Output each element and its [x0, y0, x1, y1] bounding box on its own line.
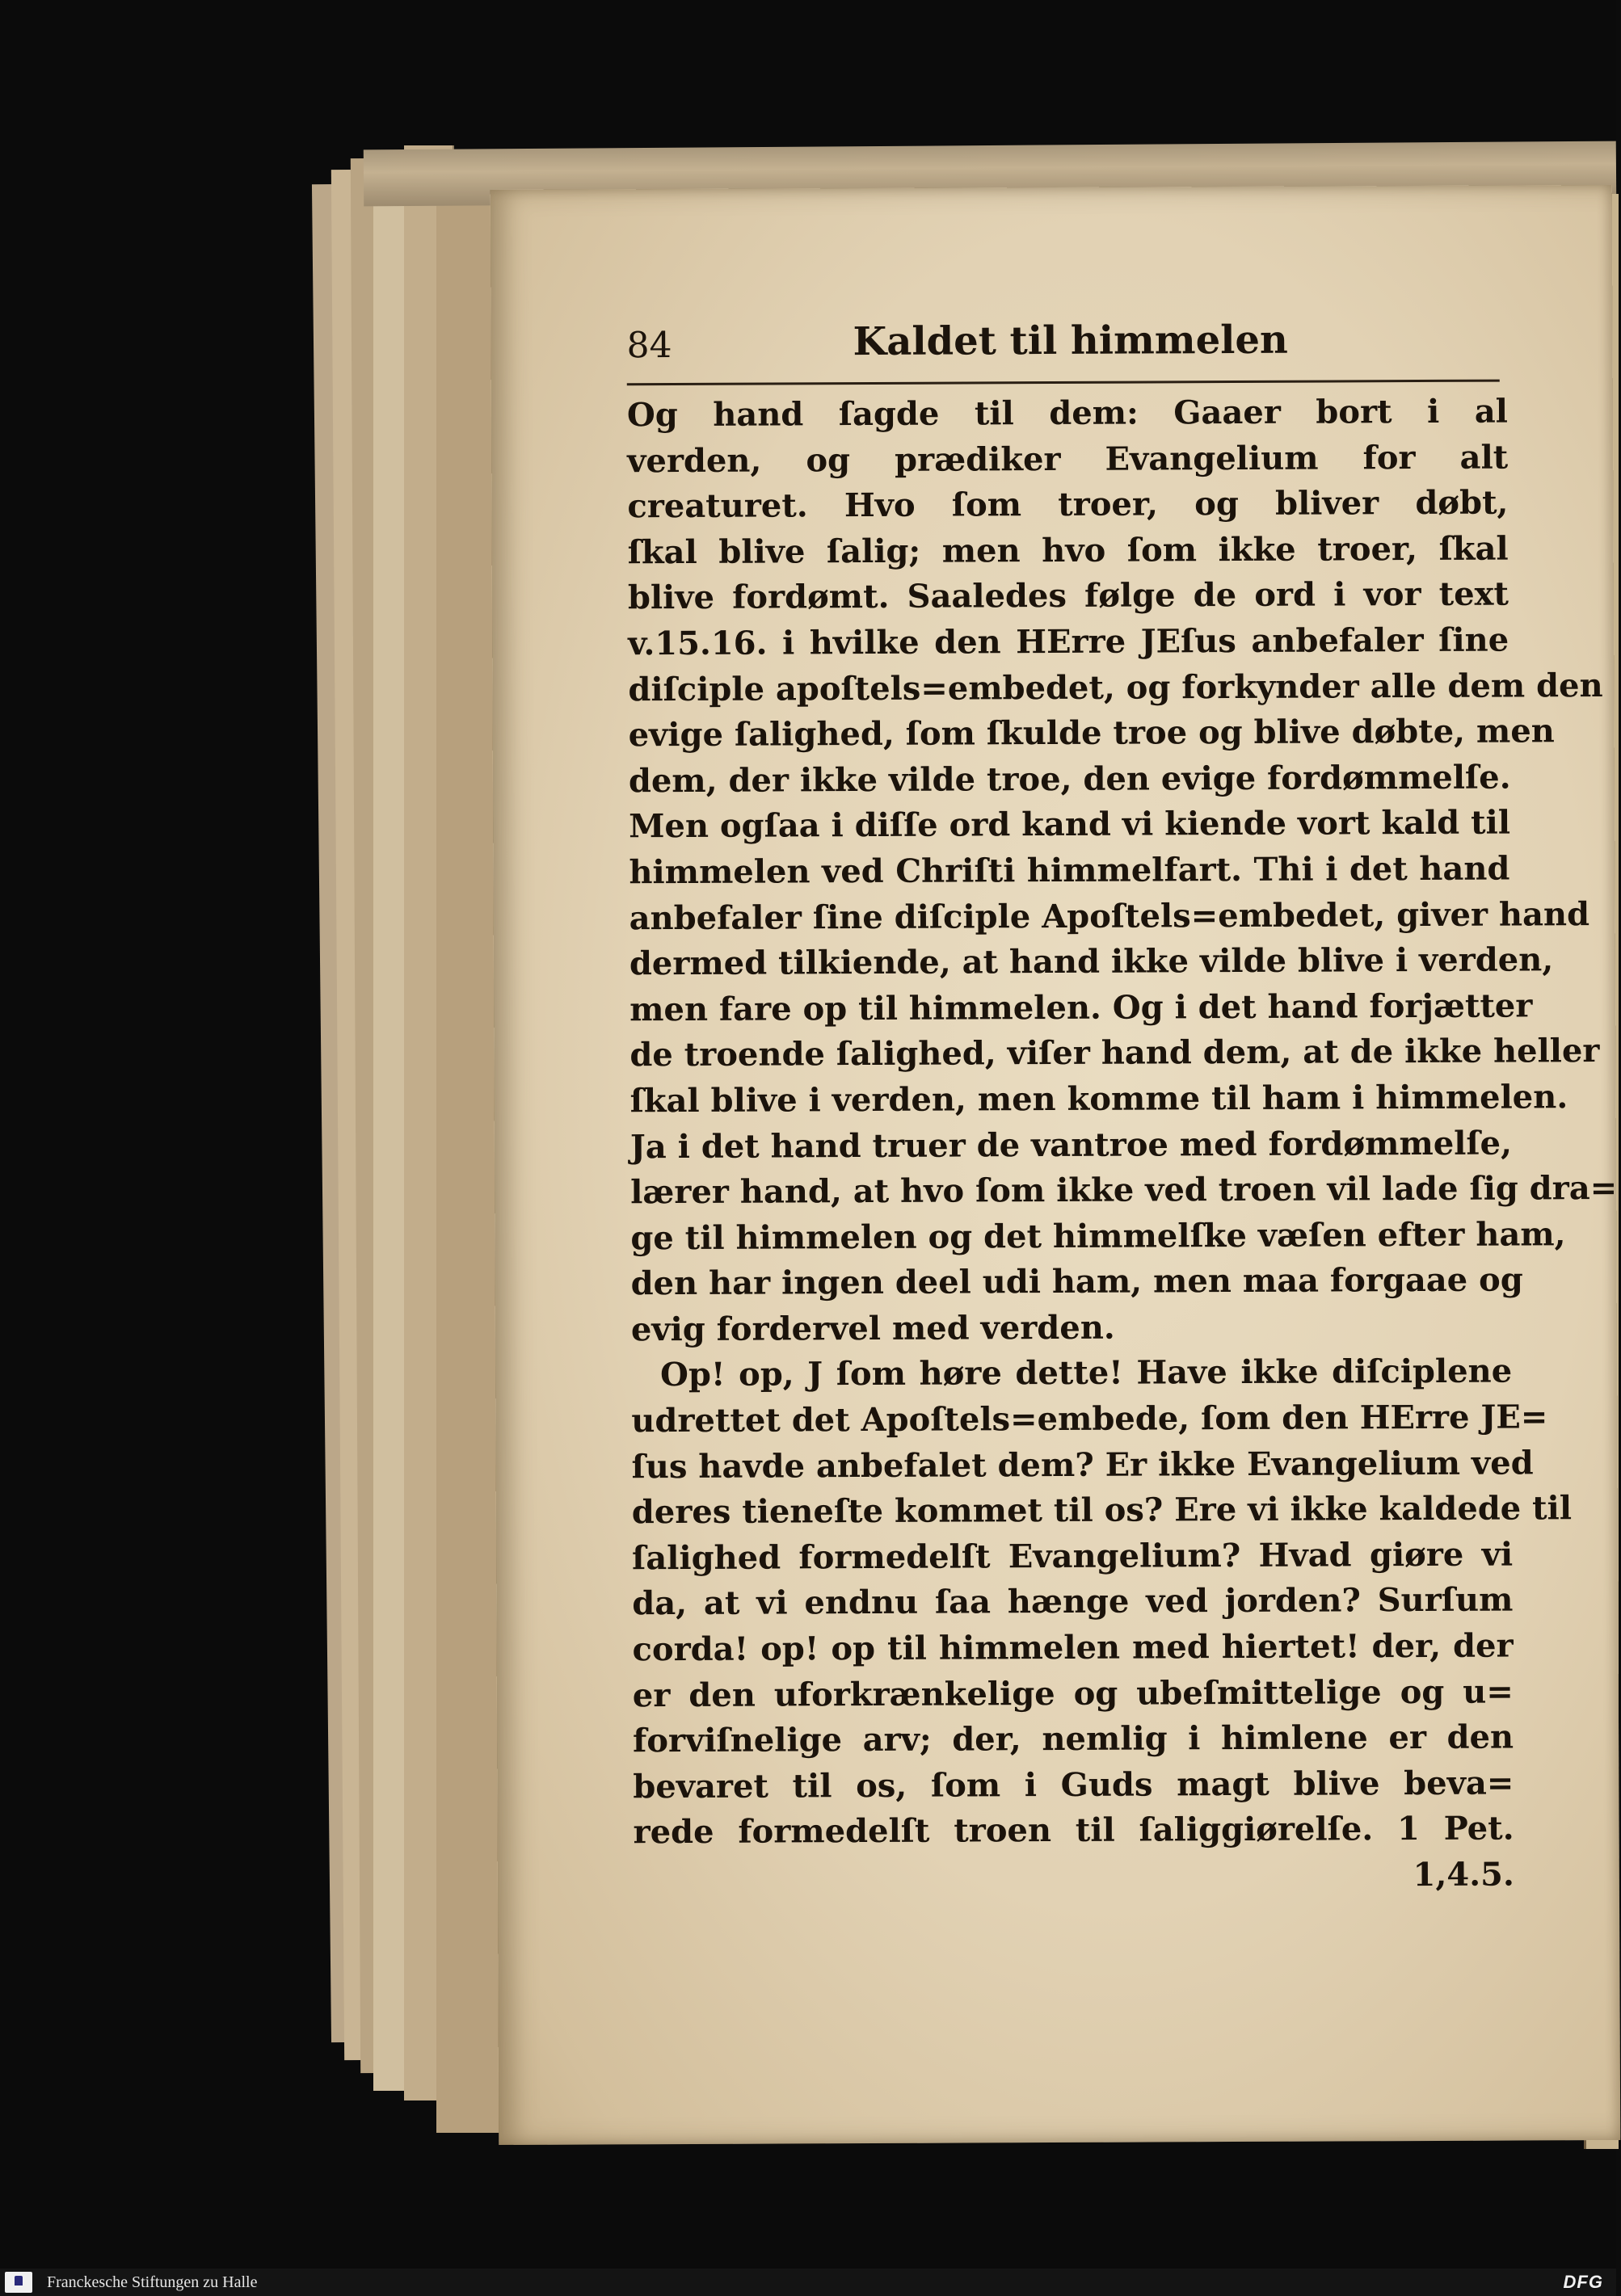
- text-line: himmelen ved Chriſti himmelfart. Thi i det hand: [629, 849, 1510, 892]
- text-line: ſkal blive i verden, men komme til ham i himmelen.: [629, 1078, 1568, 1121]
- text-line: Op! op, J ſom høre dette! Have ikke diſciplene: [660, 1352, 1513, 1394]
- header-rule: [627, 380, 1500, 386]
- text-line: blive fordømt. Saaledes følge de ord i vor text: [627, 574, 1509, 617]
- text-line: anbefaler ſine diſciple Apoſtels=embedet, giver hand: [629, 894, 1590, 937]
- text-line: bevaret til os, ſom i Guds magt blive beva=: [633, 1764, 1514, 1806]
- running-head: [626, 317, 1499, 377]
- text-line: dermed tilkiende, at hand ikke vilde blive i verden,: [629, 940, 1554, 983]
- footer-credit: Franckesche Stiftungen zu Halle: [47, 2273, 258, 2291]
- text-line: evig fordervel med verden.: [630, 1308, 1115, 1349]
- text-line: evige ſalighed, ſom ſkulde troe og blive døbte, men: [628, 712, 1555, 755]
- text-line: creaturet. Hvo ſom troer, og bliver døbt,: [627, 483, 1509, 526]
- text-line: da, at vi endnu ſaa hænge ved jorden? Surſum: [632, 1580, 1514, 1623]
- text-line: dem, der ikke vilde troe, den evige fordømmelſe.: [628, 758, 1511, 801]
- running-head-title: Kaldet til himmelen: [853, 317, 1288, 365]
- text-line: 1,4.5.: [1413, 1855, 1514, 1894]
- text-line: er den uforkrænkelige og ubeſmittelige og u=: [632, 1672, 1514, 1714]
- text-line: v.15.16. i hvilke den HErre JEſus anbefaler ſine: [628, 620, 1509, 663]
- text-line: diſciple apoſtels=embedet, og forkynder alle dem den: [628, 666, 1603, 709]
- text-line: verden, og prædiker Evangelium for alt: [627, 438, 1509, 480]
- dfg-logo: DFG: [1563, 2272, 1603, 2292]
- text-line: Ja i det hand truer de vantroe med fordømmelſe,: [629, 1124, 1513, 1166]
- body-text: [626, 389, 1618, 1902]
- text-line: lærer hand, at hvo ſom ikke ved troen vil lade ſig dra=: [630, 1169, 1618, 1212]
- text-line: ſus havde anbefalet dem? Er ikke Evangelium ved: [631, 1444, 1534, 1486]
- text-line: forviſnelige arv; der, nemlig i himlene er den: [633, 1718, 1514, 1760]
- page-number: 84: [626, 325, 672, 367]
- text-line: den har ingen deel udi ham, men maa forgaae og: [630, 1260, 1523, 1303]
- text-line: udrettet det Apoſtels=embede, ſom den HErre JE=: [631, 1398, 1548, 1440]
- francke-logo-icon: [5, 2272, 32, 2293]
- footer-bar: [0, 2269, 1616, 2296]
- text-line: ſalighed formedelſt Evangelium? Hvad giøre vi: [632, 1535, 1514, 1578]
- book-page: [491, 185, 1621, 2145]
- text-line: men fare op til himmelen. Og i det hand forjætter: [629, 986, 1533, 1029]
- text-line: Og hand ſagde til dem: Gaaer bort i al: [626, 392, 1509, 435]
- text-line: Men ogſaa i diſſe ord kand vi kiende vort kald til: [629, 803, 1511, 846]
- text-line: rede formedelſt troen til ſaliggiørelſe. 1 Pet.: [633, 1809, 1514, 1852]
- text-line: deres tieneſte kommet til os? Ere vi ikke kaldede til: [631, 1489, 1573, 1532]
- text-line: de troende ſalighed, viſer hand dem, at de ikke heller: [629, 1032, 1600, 1074]
- text-line: ge til himmelen og det himmelſke væſen efter ham,: [630, 1214, 1566, 1257]
- text-line: ſkal blive ſalig; men hvo ſom ikke troer, ſkal: [627, 529, 1509, 572]
- text-line: corda! op! op til himmelen med hiertet! der, der: [632, 1626, 1514, 1669]
